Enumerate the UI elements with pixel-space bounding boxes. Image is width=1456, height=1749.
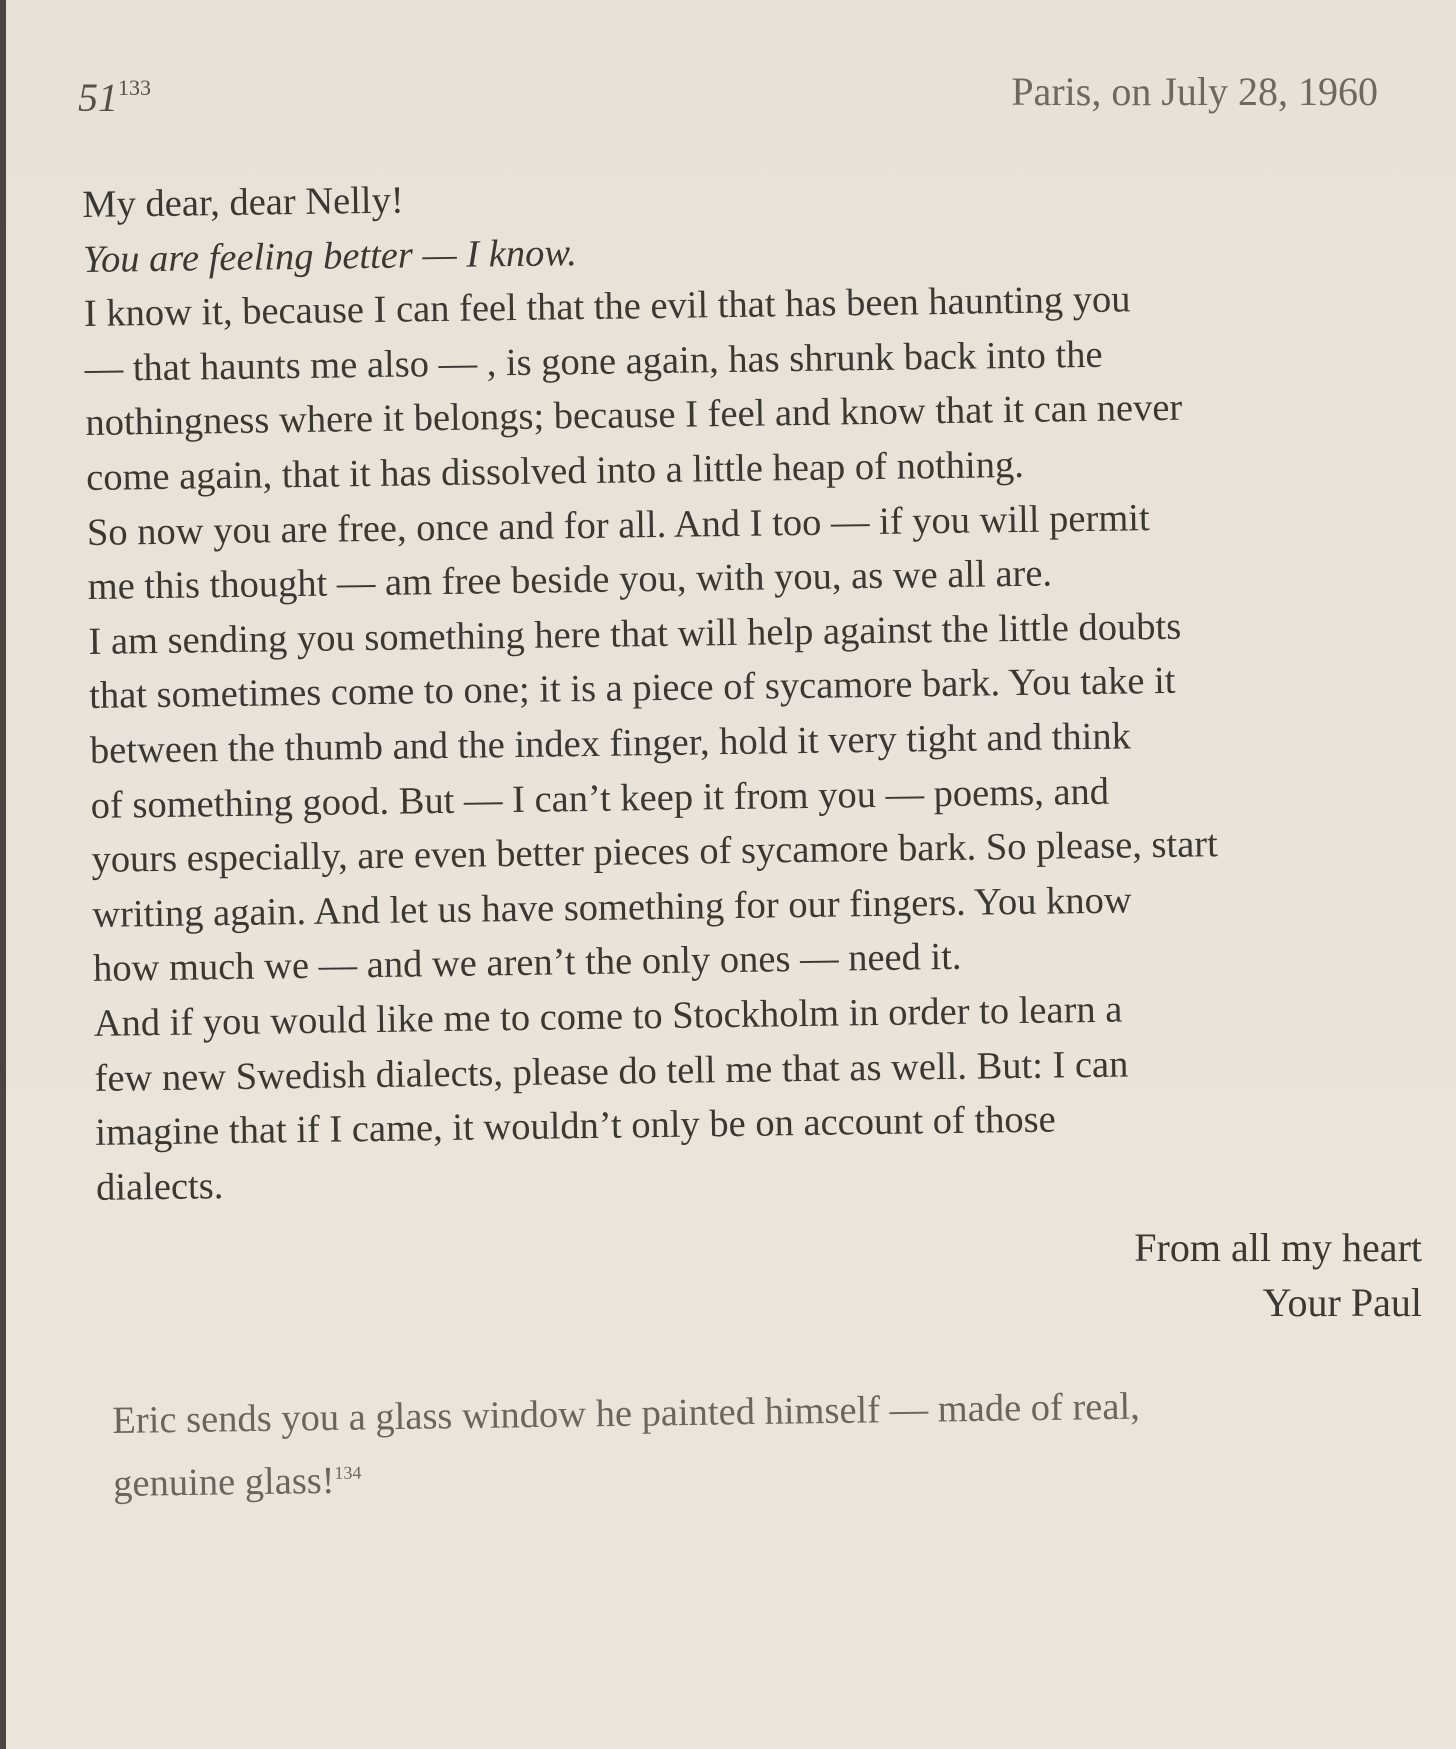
closing	[1134, 1220, 1422, 1330]
letter-line: that sometimes come to one; it is a piece of sycamore bark. You take it	[88, 660, 1176, 718]
letter-line: few new Swedish dialects, please do tell me that as well. But: I can	[94, 1042, 1129, 1100]
letter-number	[78, 74, 151, 121]
letter-line: So now you are free, once and for all. And I too — if you will permit	[86, 496, 1150, 554]
letter-line: between the thumb and the index finger, hold it very tight and think	[89, 715, 1132, 772]
closing-line-1: From all my heart	[1134, 1225, 1422, 1270]
letter-number-value: 51	[78, 75, 118, 120]
postscript	[112, 1376, 1414, 1512]
letter-line: dialects.	[95, 1164, 224, 1209]
letter-line: nothingness where it belongs; because I feel and know that it can never	[85, 387, 1183, 445]
letter-body	[82, 159, 1426, 1215]
letter-line: me this thought — am free beside you, with you, as we all are.	[87, 552, 1053, 609]
letter-line: of something good. But — I can’t keep it from you — poems, and	[90, 770, 1110, 827]
place-date: Paris, on July 28, 1960	[1011, 69, 1378, 114]
salutation: My dear, dear Nelly!	[82, 179, 404, 226]
signature: Your Paul	[1262, 1280, 1422, 1325]
letter-line: I know it, because I can feel that the evil that has been haunting you	[83, 278, 1131, 336]
letter-line: writing again. And let us have something for our fingers. You know	[91, 879, 1132, 936]
letter-line: And if you would like me to come to Stockholm in order to learn a	[93, 988, 1123, 1045]
letter-line: how much we — and we aren’t the only ones — need it.	[92, 936, 962, 991]
letter-line: imagine that if I came, it wouldn’t only be on account of those	[95, 1098, 1057, 1154]
letter-line: I am sending you something here that will help against the little doubts	[88, 605, 1182, 663]
letter-line: You are feeling better — I know.	[82, 231, 578, 281]
footnote-ref-133: 133	[118, 75, 151, 100]
page-edge	[0, 0, 6, 1749]
footnote-ref-134: 134	[334, 1462, 362, 1483]
letter-line: yours especially, are even better pieces of sycamore bark. So please, start	[91, 823, 1219, 882]
postscript-line-1: Eric sends you a glass window he painted himself — made of real,	[112, 1385, 1141, 1442]
letter-line: — that haunts me also — , is gone again, has shrunk back into the	[84, 333, 1103, 390]
postscript-line-2-text: genuine glass!	[112, 1459, 335, 1505]
letter-line: come again, that it has dissolved into a little heap of nothing.	[85, 443, 1025, 499]
